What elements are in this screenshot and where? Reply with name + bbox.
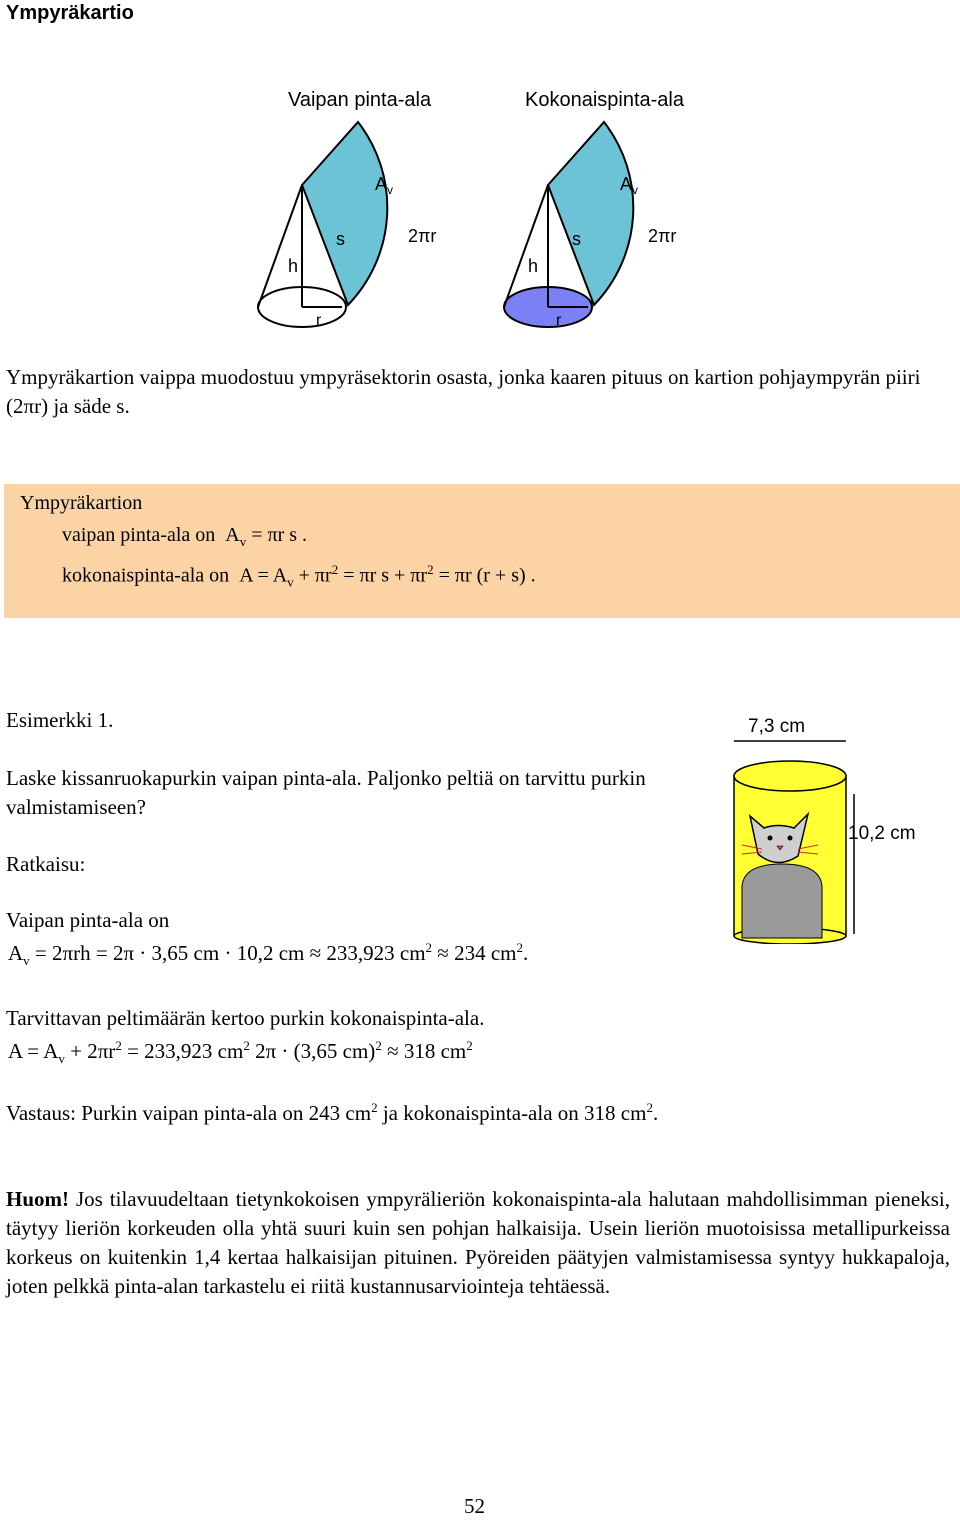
formula-box [4,484,960,618]
answer-text: Vastaus: Purkin vaipan pinta-ala on 243 $cm^2$ ja kokonaispinta-ala on 318 $cm^2$. [6,1100,659,1125]
right-figure-title: Kokonaispinta-ala [525,89,684,111]
example-question: Laske kissanruokapurkin vaipan pinta-ala. Paljonko peltiä on tarvittu purkin valmistamiseen? [6,766,646,819]
equation-total: $A = A_v + 2\pi r^2 = 233,923$ $cm^2$ 2π · (3,65 cm)$^2$ ≈ 318 $cm^2$ [8,1038,473,1067]
lateral-sector-right [548,122,633,305]
cone-figures [250,80,720,335]
right-cone-figure [504,89,685,329]
label-r-right: r [556,312,562,329]
intro-paragraph: Ympyräkartion vaippa muodostuu ympyräsektorin osasta, jonka kaaren pituus on kartion pohjaympyrän piiri (2πr) ja säde s. [6,365,921,418]
equation-lateral: $A_v = 2\pi rh = 2\pi \cdot 3,65$ cm · 10,2 cm ≈ 233,923 $cm^2 \approx 234$ $cm^2$. [8,940,529,969]
example-heading: Esimerkki 1. [6,708,114,732]
solution-label: Ratkaisu: [6,852,86,876]
lateral-text: Vaipan pinta-ala on [6,908,170,932]
label-s-left: s [336,229,345,249]
left-cone-figure [258,89,436,329]
can-width-label: 7,3 cm [748,716,806,737]
cat-food-can-figure [722,706,954,944]
lateral-sector-left [302,122,387,305]
label-r-left: r [316,312,322,329]
formula-heading: Ympyräkartion [20,492,143,514]
left-figure-title: Vaipan pinta-ala [288,89,432,111]
label-2pir-right: 2πr [648,226,677,246]
label-av-right: $A_v$ [620,174,639,197]
can-height-label: 10,2 cm [848,823,916,844]
label-av-left: $A_v$ [375,174,394,197]
page-number: 52 [464,1494,485,1518]
note-paragraph: Huom! Jos tilavuudeltaan tietynkokoisen ympyrälieriön kokonaispinta-ala halutaan mahdollisimman pieneksi, täytyy lieriön korkeuden olla yhtä suuri kuin sen pohjan halkaisija. Usein lieriön muotoisissa metallipurkeissa korkeus on kuitenkin 1,4 kertaa halkaisijan pituinen. Pyöreiden päätyjen valmistamisessa syntyy hukkapaloja, joten pelkkä pinta-alan tarkastelu ei riitä kustannusarviointeja tehtäessä. [6,1187,950,1298]
label-s-right: s [572,229,581,249]
label-h-left: h [288,256,299,276]
lateral-formula: vaipan pinta-ala on $A_v = \pi r$ s . [62,524,308,549]
page-title: Ympyräkartio [6,2,134,24]
total-formula: kokonaispinta-ala on $A = A_v + \pi r^2 = \pi r$ $s + \pi r^2 = \pi r$ (r + s) . [62,562,536,590]
label-2pir-left: 2πr [408,226,437,246]
label-h-right: h [528,256,539,276]
note-label: Huom! [6,1187,69,1211]
total-area-text: Tarvittavan peltimäärän kertoo purkin kokonaispinta-ala. [6,1006,485,1030]
